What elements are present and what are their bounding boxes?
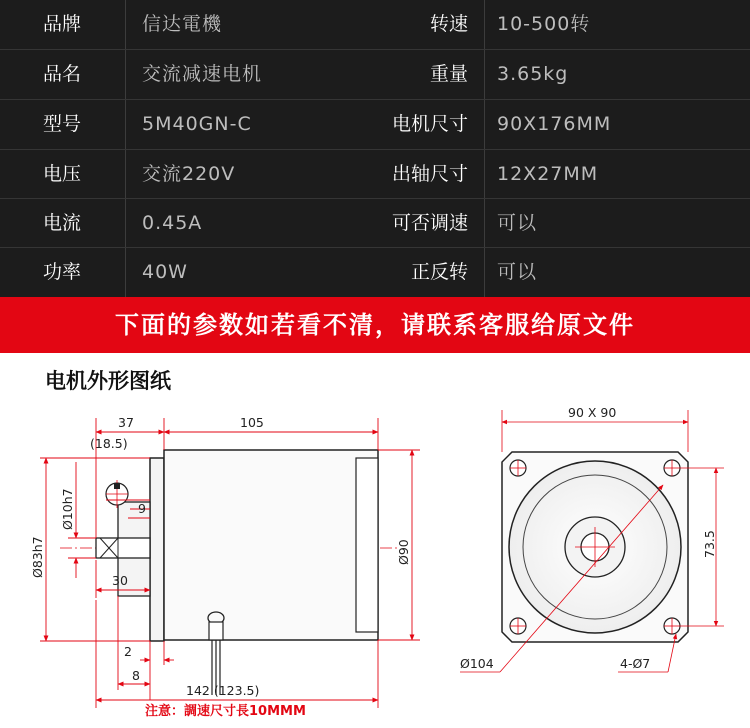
dim-hole-spec: 4-Ø7 <box>620 656 651 671</box>
front-view <box>460 405 724 672</box>
dim-10h7: Ø10h7 <box>60 488 75 530</box>
dim-total-length: 142 (123.5) <box>186 683 260 698</box>
motor-body <box>164 450 378 640</box>
dim-90x90: 90 X 90 <box>568 405 617 420</box>
side-view <box>30 415 420 708</box>
dim-105: 105 <box>240 415 264 430</box>
dim-8: 8 <box>132 668 140 683</box>
dim-104: Ø104 <box>460 656 494 671</box>
dim-9: 9 <box>138 501 146 516</box>
dim-18-5: (18.5) <box>90 436 128 451</box>
dim-37: 37 <box>118 415 134 430</box>
spec-value: 10-500转 <box>497 13 591 35</box>
spec-value: 信达電機 <box>142 13 223 35</box>
dim-30: 30 <box>112 573 128 588</box>
spec-value: 12X27MM <box>497 163 599 185</box>
contact-banner: 下面的参数如若看不清，请联系客服给原文件 <box>0 297 750 353</box>
end-cap <box>356 458 378 632</box>
spec-label: 可否调速 <box>391 212 468 234</box>
spec-value: 交流220V <box>142 163 236 185</box>
spec-label: 电压 <box>42 163 81 185</box>
spec-value: 可以 <box>497 212 538 234</box>
drawing-title: 电机外形图纸 <box>45 369 171 393</box>
dim-2: 2 <box>124 644 132 659</box>
dim-90: Ø90 <box>396 539 411 565</box>
speed-control-note: 注意：調速尺寸長10MMM <box>145 704 306 719</box>
dim-83h7: Ø83h7 <box>30 536 45 578</box>
spec-value: 90X176MM <box>497 113 612 135</box>
output-shaft <box>96 538 150 558</box>
spec-label: 重量 <box>429 63 468 85</box>
spec-value: 3.65kg <box>497 63 569 85</box>
spec-value: 5M40GN-C <box>142 113 252 135</box>
spec-label: 出轴尺寸 <box>391 163 468 185</box>
spec-label: 电流 <box>42 212 81 234</box>
spec-label: 电机尺寸 <box>391 113 468 135</box>
spec-label: 转速 <box>429 13 468 35</box>
spec-label: 型号 <box>42 113 81 135</box>
spec-label: 正反转 <box>410 261 468 283</box>
spec-value: 可以 <box>497 261 538 283</box>
flange <box>150 458 164 641</box>
spec-label: 品名 <box>42 63 81 85</box>
spec-value: 0.45A <box>142 212 203 234</box>
spec-value: 40W <box>142 261 188 283</box>
spec-label: 品牌 <box>42 13 81 35</box>
dim-73-5: 73.5 <box>702 530 717 558</box>
spec-label: 功率 <box>42 261 81 283</box>
spec-value: 交流减速电机 <box>142 63 263 85</box>
